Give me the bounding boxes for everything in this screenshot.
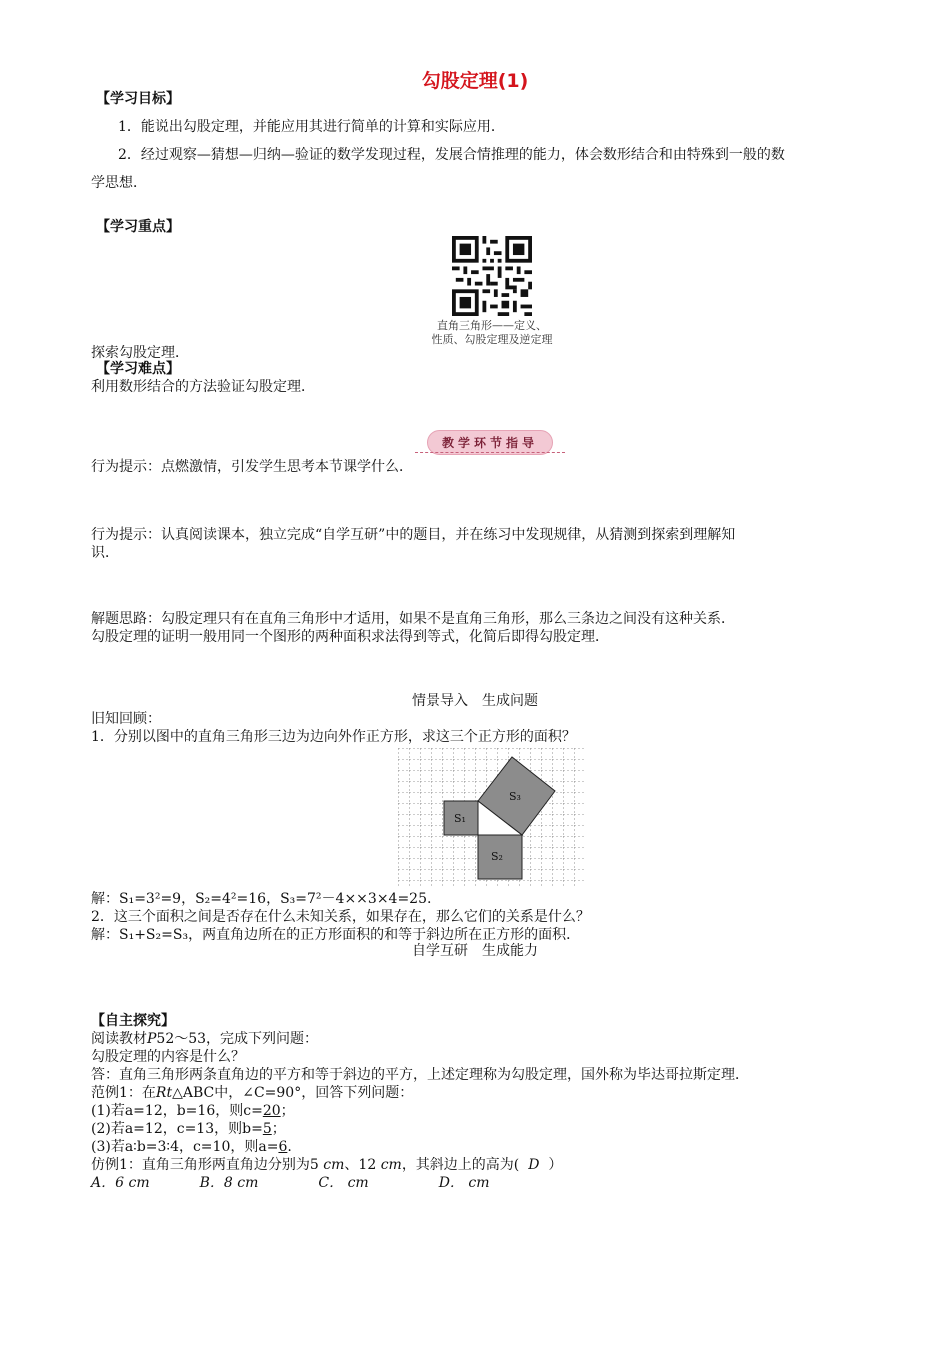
teaching-guide-label: 教学环节指导: [427, 430, 553, 455]
theorem-answer: 答：直角三角形两条直角边的平方和等于斜边的平方，上述定理称为勾股定理，国外称为毕达哥拉斯定理．: [91, 1067, 749, 1083]
example-1-part2: (2)若a=12，c=13，则b=5；: [91, 1121, 286, 1137]
qr-caption-line2: 性质、勾股定理及逆定理: [431, 333, 553, 346]
difficulty-content: 利用数形结合的方法验证勾股定理．: [91, 379, 315, 395]
page-title: 勾股定理(1): [421, 70, 529, 92]
self-explore-header: 【自主探究】: [91, 1013, 175, 1029]
theorem-question: 勾股定理的内容是什么？: [91, 1049, 245, 1065]
difficulty-header: 【学习难点】: [96, 361, 180, 377]
behavior-tip-1: 行为提示：点燃激情，引发学生思考本节课学什么．: [91, 459, 413, 475]
behavior-tip-2-line1: 行为提示：认真阅读课本，独立完成“自学互研”中的题目，并在练习中发现规律，从猜测到探索到理解知: [91, 527, 736, 543]
qr-caption-line1: 直角三角形——定义、: [437, 319, 547, 332]
solution-idea-1: 解题思路：勾股定理只有在直角三角形中才适用，如果不是直角三角形，那么三条边之间没有这种关系．: [91, 611, 735, 627]
practice-1-options: [91, 1174, 490, 1192]
review-label: 旧知回顾：: [91, 711, 161, 727]
example-1: 范例1：在Rt△ABC中，∠C=90°，回答下列问题：: [91, 1085, 414, 1101]
option-d: D． cm: [438, 1175, 490, 1191]
qr-code: [452, 236, 532, 316]
label-s3: S₃: [509, 790, 521, 803]
keypoint-content: 探索勾股定理．: [91, 345, 189, 361]
question-1: 1．分别以图中的直角三角形三边为边向外作正方形，求这三个正方形的面积？: [91, 729, 576, 745]
objective-1: 1．能说出勾股定理，并能应用其进行简单的计算和实际应用．: [118, 119, 505, 135]
option-a: A．6 cm: [91, 1175, 150, 1191]
section-heading-selfstudy: 自学互研 生成能力: [412, 943, 538, 959]
objective-2-line1: 2．经过观察—猜想—归纳—验证的数学发现过程，发展合情推理的能力，体会数形结合和由特殊到一般的数: [118, 147, 785, 163]
section-heading-intro: 情景导入 生成问题: [412, 693, 538, 709]
behavior-tip-2-line2: 识．: [91, 545, 119, 561]
practice-1: 仿例1：直角三角形两直角边分别为5 cm、12 cm，其斜边上的高为( D ）: [91, 1157, 563, 1173]
objectives-header: 【学习目标】: [96, 91, 180, 107]
objective-2-line2: 学思想．: [91, 175, 147, 191]
solution-idea-2: 勾股定理的证明一般用同一个图形的两种面积求法得到等式，化简后即得勾股定理．: [91, 629, 609, 645]
answer-2: 解：S₁+S₂=S₃，两直角边所在的正方形面积的和等于斜边所在正方形的面积．: [91, 927, 581, 943]
option-b: B．8 cm: [199, 1175, 259, 1191]
option-c: C． cm: [318, 1175, 369, 1191]
keypoint-header: 【学习重点】: [96, 219, 180, 235]
question-2: 2．这三个面积之间是否存在什么未知关系，如果存在，那么它们的关系是什么？: [91, 909, 590, 925]
example-1-part3: (3)若a∶b=3∶4，c=10，则a=6.: [91, 1139, 292, 1155]
reading-instruction: 阅读教材P52～53，完成下列问题：: [91, 1031, 319, 1047]
answer-1: 解：S₁=3²=9，S₂=4²=16，S₃=7²－4××3×4=25.: [91, 891, 432, 907]
banner-divider: [415, 452, 565, 453]
example-1-part1: (1)若a=12，b=16，则c=20；: [91, 1103, 295, 1119]
label-s2: S₂: [491, 850, 503, 863]
label-s1: S₁: [454, 812, 466, 825]
pythagoras-figure: [398, 748, 584, 888]
